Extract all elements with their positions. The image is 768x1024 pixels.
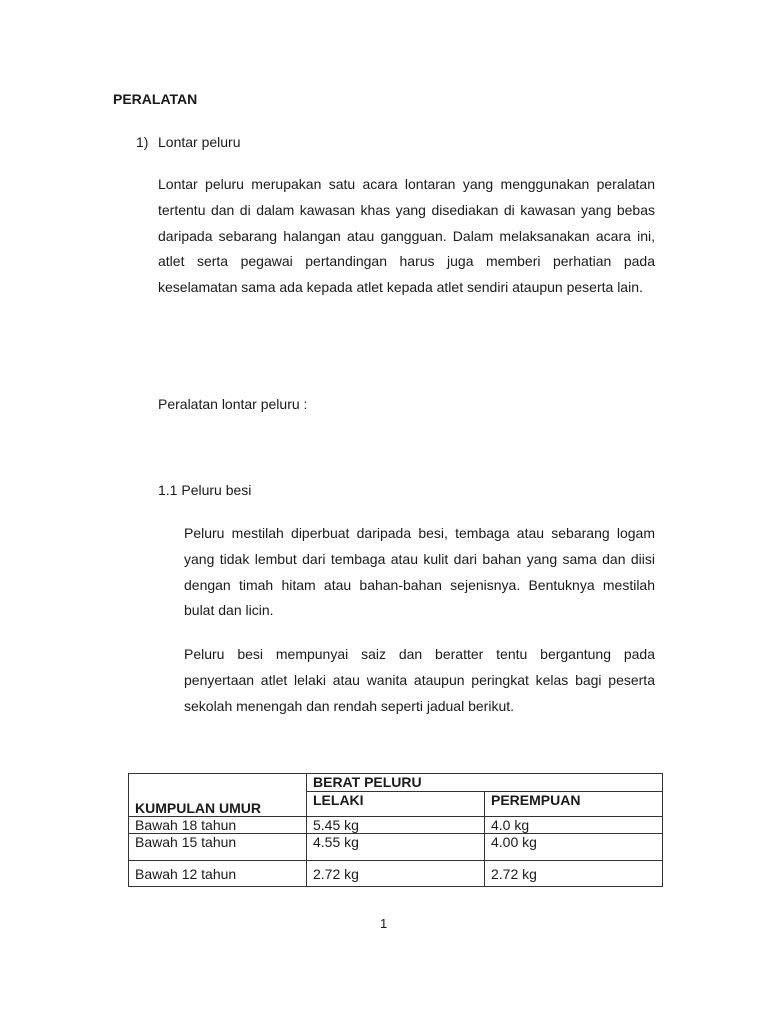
table-row: [129, 861, 663, 887]
table-header-row: [129, 774, 663, 792]
section-title: Lontar peluru: [158, 134, 241, 150]
table-row: [129, 834, 663, 861]
cell-male-weight: 2.72 kg: [307, 861, 485, 887]
paragraph-peluru-weight: Peluru besi mempunyai saiz dan beratter tentu bergantung pada penyertaan atlet lelaki atau wanita ataupun peringkat kelas bagi peserta sekolah menengah dan rendah seperti jadual berikut.: [184, 646, 655, 714]
header-male: LELAKI: [307, 792, 485, 817]
page-heading: PERALATAN: [113, 91, 198, 107]
cell-age-group: Bawah 18 tahun: [129, 817, 307, 834]
cell-male-weight: 5.45 kg: [307, 817, 485, 834]
paragraph-peluru-material: Peluru mestilah diperbuat daripada besi, tembaga atau sebarang logam yang tidak lembut dari tembaga atau kulit dari bahan yang sama dan diisi dengan timah hitam atau bahan-bahan sejenisnya. Bentuknya mestilah bulat dan licin.: [184, 525, 655, 619]
cell-age-group: Bawah 12 tahun: [129, 861, 307, 887]
header-weight: BERAT PELURU: [307, 774, 663, 792]
page-number: 1: [380, 916, 388, 931]
cell-female-weight: 2.72 kg: [485, 861, 663, 887]
table-row: [129, 817, 663, 834]
weight-table: [128, 773, 663, 887]
equipment-label: Peralatan lontar peluru :: [158, 396, 308, 412]
cell-male-weight: 4.55 kg: [307, 834, 485, 861]
intro-paragraph: Lontar peluru merupakan satu acara lontaran yang menggunakan peralatan tertentu dan di dalam kawasan khas yang disediakan di kawasan yang bebas daripada sebarang halangan atau gangguan. Dalam melaksanakan acara ini, atlet serta pegawai pertandingan harus juga memberi perhatian pada keselamatan sama ada kepada atlet kepada atlet sendiri ataupun peserta lain.: [158, 176, 655, 296]
cell-age-group: Bawah 15 tahun: [129, 834, 307, 861]
subsection-title: 1.1 Peluru besi: [158, 482, 252, 498]
cell-female-weight: 4.00 kg: [485, 834, 663, 861]
list-number: 1): [136, 134, 149, 150]
header-female: PEREMPUAN: [485, 792, 663, 817]
cell-female-weight: 4.0 kg: [485, 817, 663, 834]
header-age-group: KUMPULAN UMUR: [129, 774, 307, 817]
